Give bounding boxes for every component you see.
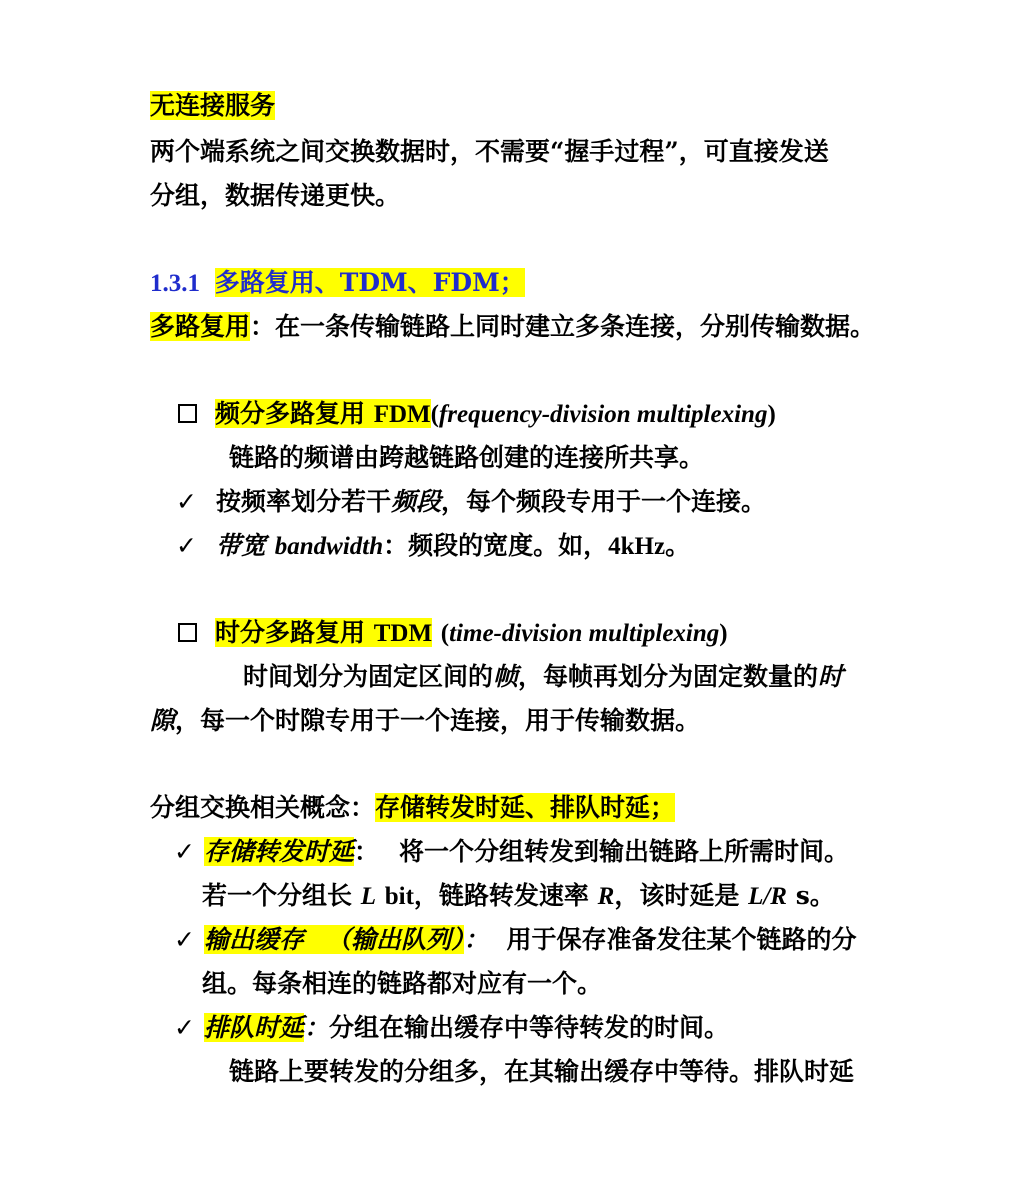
paragraph-text: ，每一个时隙专用于一个连接，用于传输数据。: [175, 706, 701, 735]
pkt-item-1: [174, 834, 849, 870]
item-text: ，链路转发速率: [413, 881, 589, 910]
definition-text: ：在一条传输链路上同时建立多条连接，分别传输数据。: [250, 312, 876, 341]
tdm-heading: [178, 615, 728, 651]
paren-open: (: [430, 401, 439, 428]
fdm-abbr: FDM: [373, 401, 431, 428]
term-bandwidth-en: bandwidth: [274, 533, 384, 560]
fdm-heading: [178, 396, 776, 432]
term-output-queue: （输出队列）: [326, 925, 464, 954]
unit-s: s。: [795, 881, 835, 910]
var-L: L: [360, 883, 377, 910]
tdm-description-line-1: [243, 659, 843, 695]
paragraph-text: 时间划分为固定区间的: [243, 662, 494, 691]
formula-L-over-R: L/R: [748, 883, 787, 910]
section-heading-1-3-1: [150, 265, 525, 301]
item-text: 将一个分组转发到输出链路上所需时间。: [399, 837, 850, 866]
colon: ：: [304, 1013, 330, 1042]
term-slot-part: 时: [818, 662, 844, 691]
checkmark-icon: ✓: [176, 531, 197, 560]
fdm-title-cn: 频分多路复用: [215, 399, 366, 428]
paren-open: (: [440, 620, 450, 647]
fdm-description: 链路的频谱由跨越链路创建的连接所共享。: [229, 443, 705, 472]
term-multiplexing: 多路复用: [150, 312, 251, 341]
bullet-text: 。: [665, 531, 691, 560]
fdm-bullet-1: [176, 484, 766, 520]
multiplexing-definition: [150, 309, 875, 345]
intro-text: 分组交换相关概念：: [150, 793, 376, 822]
tdm-abbr: TDM: [373, 620, 433, 647]
unit-bit: bit: [384, 883, 414, 910]
pkt-item-1-line-2: [202, 878, 835, 914]
intro-highlight: 存储转发时延、排队时延；: [375, 793, 676, 822]
bullet-text: 按频率划分若干: [216, 487, 392, 516]
heading-connectionless-text: 无连接服务: [150, 91, 276, 120]
paren-close: ): [719, 620, 728, 647]
bullet-text: ，每个频段专用于一个连接。: [441, 487, 767, 516]
term-band: 频段: [391, 487, 442, 516]
checkmark-icon: ✓: [174, 925, 195, 954]
fdm-fullname: frequency-division multiplexing: [438, 401, 768, 428]
pkt-item-3-line-2: 链路上要转发的分组多，在其输出缓存中等待。排队时延: [229, 1057, 855, 1086]
bullet-text: 频段的宽度。如，: [408, 531, 609, 560]
term-queueing-delay: 排队时延: [204, 1013, 305, 1042]
checkbox-square-icon: [178, 404, 197, 423]
pkt-item-3: [174, 1010, 729, 1046]
term-output-buffer: 输出缓存: [204, 925, 305, 954]
term-slot-part: 隙: [150, 706, 176, 735]
checkmark-icon: ✓: [174, 1013, 195, 1042]
packet-switching-intro: [150, 790, 675, 826]
checkbox-square-icon: [178, 623, 197, 642]
pkt-item-2-line-2: 组。每条相连的链路都对应有一个。: [202, 969, 603, 998]
colon: ：: [463, 925, 489, 954]
var-R: R: [597, 883, 615, 910]
item-text: ，该时延是: [614, 881, 740, 910]
item-text: 用于保存准备发往某个链路的分: [506, 925, 857, 954]
item-text: 分组在输出缓存中等待转发的时间。: [329, 1013, 730, 1042]
item-text: 若一个分组长: [202, 881, 353, 910]
term-bandwidth: 带宽: [216, 531, 267, 560]
paragraph-text: ，每帧再划分为固定数量的: [518, 662, 819, 691]
term-frame: 帧: [493, 662, 519, 691]
pkt-item-2: [174, 922, 857, 958]
colon: ：: [383, 531, 409, 560]
section-number: 1.3.1: [150, 270, 200, 297]
checkmark-icon: ✓: [174, 837, 195, 866]
fdm-bullet-2: [176, 528, 690, 564]
tdm-title-cn: 时分多路复用: [215, 618, 366, 647]
tdm-description-line-2: [150, 703, 700, 739]
section-title: 多路复用、TDM、FDM；: [214, 268, 525, 297]
heading-connectionless: [150, 88, 275, 124]
checkmark-icon: ✓: [176, 487, 197, 516]
term-store-forward-delay: 存储转发时延: [204, 837, 355, 866]
tdm-fullname: time-division multiplexing: [449, 620, 720, 647]
paren-close: ): [767, 401, 776, 428]
colon: ：: [354, 837, 380, 866]
bandwidth-example-value: 4kHz: [608, 533, 666, 560]
paragraph-line: 两个端系统之间交换数据时，不需要“握手过程”，可直接发送: [150, 137, 829, 166]
paragraph-line: 分组，数据传递更快。: [150, 181, 401, 210]
